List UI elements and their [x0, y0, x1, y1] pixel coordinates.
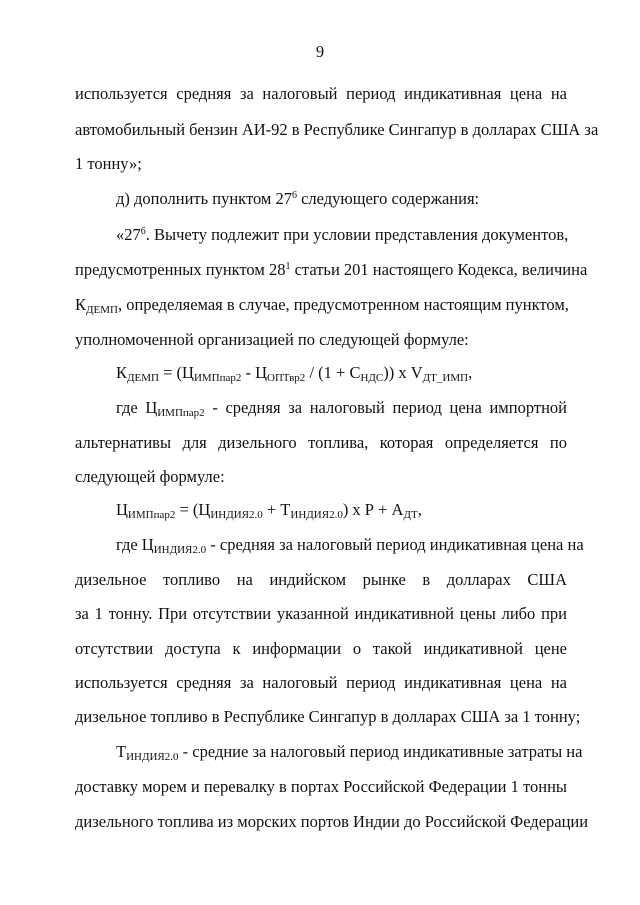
formula-text: , — [468, 363, 473, 382]
text-line — [75, 433, 567, 453]
line-text: отсутствии доступа к информации о такой индикативной цене — [75, 639, 567, 658]
line-text: используется средняя за налоговый период индикативная цена на — [75, 84, 567, 103]
formula-text: )) х V — [383, 363, 423, 382]
subscript: ДЕМП — [127, 372, 159, 384]
line-text: - средняя за налоговый период цена импортной — [204, 398, 567, 417]
line-text: предусмотренных пунктом 28 — [75, 260, 286, 279]
text-line — [75, 707, 581, 727]
line-text: - средние за налоговый период индикативные затраты на — [178, 742, 583, 761]
text-line — [75, 673, 567, 693]
line-text: где Ц — [116, 535, 154, 554]
line-text: К — [75, 295, 87, 314]
paragraph-27-6-start — [116, 225, 567, 245]
text-line — [75, 84, 567, 104]
subscript: ИМПпар2 — [157, 407, 205, 419]
line-text: доставку морем и перевалку в портах Российской Федерации 1 тонны — [75, 777, 568, 796]
subscript: ИНДИЯ2.0 — [290, 509, 343, 521]
text-line — [75, 467, 567, 487]
line-text: используется средняя за налоговый период индикативная цена на — [75, 673, 567, 692]
text-line — [116, 742, 583, 763]
line-text: следующей формуле: — [75, 467, 225, 486]
line-text: д) дополнить пунктом 27 — [116, 189, 292, 208]
line-text: 1 тонну»; — [75, 154, 142, 173]
line-text: альтернативы для дизельного топлива, которая определяется по — [75, 433, 567, 452]
line-text: Т — [116, 742, 127, 761]
line-text: - средняя за налоговый период индикативная цена на — [206, 535, 584, 554]
line-text: . Вычету подлежит при условии представления документов, — [145, 225, 569, 244]
page-number: 9 — [315, 42, 325, 61]
text-line — [75, 260, 588, 280]
subscript: ИНДИЯ2.0 — [210, 509, 263, 521]
line-text: за 1 тонну. При отсутствии указанной индикативной цены либо при — [75, 604, 567, 623]
line-text: автомобильный бензин АИ-92 в Республике Сингапур в долларах США за — [75, 120, 599, 139]
subscript: НДС — [360, 372, 384, 384]
text-line — [75, 639, 567, 659]
line-text: уполномоченной организацией по следующей формуле: — [75, 330, 469, 349]
text-line — [116, 535, 584, 556]
formula-text: = (Ц — [158, 363, 194, 382]
text-line — [116, 398, 567, 418]
formula-text: К — [116, 363, 128, 382]
subscript: ОПТвр2 — [267, 372, 306, 384]
text-line — [75, 330, 567, 350]
text-line — [75, 570, 567, 590]
line-text: дизельное топливо в Республике Сингапур в долларах США за 1 тонну; — [75, 707, 581, 726]
text-line — [75, 812, 589, 832]
line-text: , определяемая в случае, предусмотренном настоящим пунктом, — [117, 295, 569, 314]
formula-text: = (Ц — [175, 500, 211, 519]
line-text: где Ц — [116, 398, 158, 417]
superscript: 6 — [140, 226, 146, 237]
formula-text: ) х Р + А — [342, 500, 404, 519]
line-text: «27 — [116, 225, 141, 244]
formula-text: - Ц — [241, 363, 268, 382]
text-line — [75, 295, 567, 315]
line-text: статьи 201 настоящего Кодекса, величина — [290, 260, 588, 279]
formula-text: , — [417, 500, 422, 519]
subscript: ДТ_ИМП — [422, 372, 469, 384]
formula-cimp — [116, 500, 567, 520]
text-line — [75, 154, 567, 174]
line-text: дизельное топливо на индийском рынке в долларах США — [75, 570, 567, 589]
text-line — [75, 120, 599, 140]
subscript: ИМПпар2 — [127, 509, 176, 521]
formula-text: / (1 + С — [305, 363, 361, 382]
line-text: дизельного топлива из морских портов Индии до Российской Федерации — [75, 812, 589, 831]
subscript: ИНДИЯ2.0 — [126, 751, 179, 763]
formula-text: + Т — [262, 500, 291, 519]
subscript: ИМПпар2 — [193, 372, 242, 384]
paragraph-d — [116, 189, 567, 209]
formula-text: Ц — [116, 500, 128, 519]
subscript: ИНДИЯ2.0 — [153, 544, 207, 556]
superscript: 1 — [285, 261, 291, 272]
subscript: ДТ — [403, 509, 418, 521]
superscript: 6 — [291, 190, 297, 201]
formula-kdemp — [116, 363, 567, 383]
line-text: следующего содержания: — [296, 189, 480, 208]
text-line — [75, 604, 567, 624]
subscript: ДЕМП — [86, 304, 118, 316]
text-line — [75, 777, 567, 797]
